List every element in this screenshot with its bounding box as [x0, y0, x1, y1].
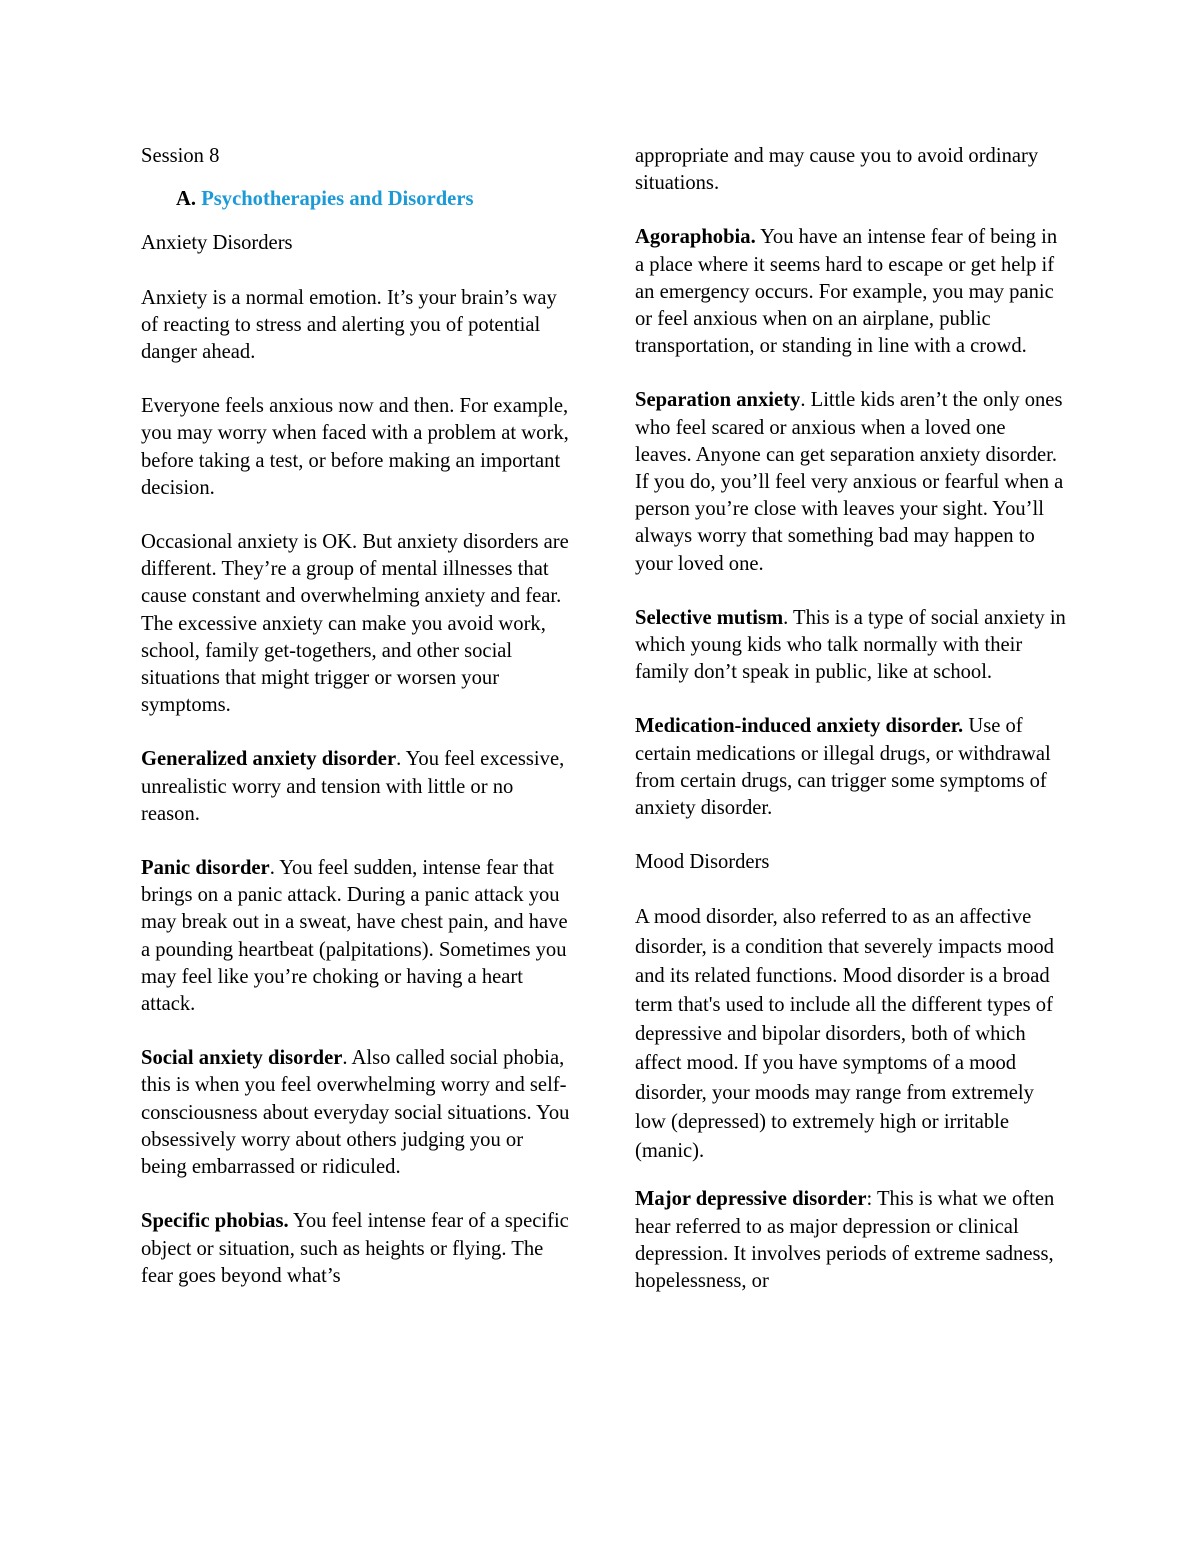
- term-agoraphobia: Agoraphobia.: [635, 226, 756, 249]
- term-phobias: Specific phobias.: [141, 1210, 289, 1233]
- mood-disorders-heading: Mood Disorders: [635, 851, 770, 874]
- section-title: Psychotherapies and Disorders: [201, 188, 474, 211]
- right-column: [635, 143, 1067, 1295]
- session-label: Session 8: [141, 145, 220, 167]
- section-letter: A.: [176, 188, 197, 211]
- paragraph-separation: [635, 387, 1067, 577]
- paragraph-mutism: [635, 605, 1067, 687]
- paragraph-gad: [141, 746, 573, 828]
- paragraph-mdd: [635, 1186, 1067, 1295]
- text-mutism: . This is a type of social anxiety in which young kids who talk normally with their family don’t speak in public, like at school.: [635, 606, 1066, 684]
- paragraph-panic: [141, 855, 573, 1018]
- term-panic: Panic disorder: [141, 857, 270, 880]
- text-social: . Also called social phobia, this is when you feel overwhelming worry and self-consciousness about everyday social situations. You obsessively worry about others judging you or being embarrassed or ridiculed.: [141, 1047, 570, 1179]
- term-mdd: Major depressive disorder: [635, 1188, 867, 1211]
- paragraph-agoraphobia: [635, 224, 1067, 360]
- text-phobias: You feel intense fear of a specific object or situation, such as heights or flying. The fear goes beyond what’s: [141, 1210, 569, 1287]
- text-mdd: : This is what we often hear referred to as major depression or clinical depression. It involves periods of extreme sadness, hopelessness, or: [635, 1188, 1055, 1292]
- paragraph-occasional: Occasional anxiety is OK. But anxiety disorders are different. They’re a group of mental illnesses that cause constant and overwhelming anxiety and fear. The excessive anxiety can make you avoid work, school, family get-togethers, and other social situations that might trigger or worsen your symptoms.: [141, 531, 569, 717]
- text-agoraphobia: You have an intense fear of being in a place where it seems hard to escape or get help if an emergency occurs. For example, you may panic or feel anxious when on an airplane, public transportation, or standing in line with a crowd.: [635, 226, 1058, 358]
- term-medication: Medication-induced anxiety disorder.: [635, 715, 964, 738]
- text-panic: . You feel sudden, intense fear that brings on a panic attack. During a panic attack you may break out in a sweat, have chest pain, and have a pounding heartbeat (palpitations). Sometimes you may feel like you’re choking or having a heart attack.: [141, 857, 568, 1016]
- paragraph-mood-intro: A mood disorder, also referred to as an affective disorder, is a condition that severely impacts mood and its related functions. Mood disorder is a broad term that's used to include all the different types of depressive and bipolar disorders, both of which affect mood. If you have symptoms of a mood disorder, your moods may range from extremely low (depressed) to extremely high or irritable (manic).: [635, 906, 1054, 1163]
- text-medication: Use of certain medications or illegal drugs, or withdrawal from certain drugs, can trigger some symptoms of anxiety disorder.: [635, 715, 1051, 820]
- anxiety-disorders-heading: Anxiety Disorders: [141, 232, 293, 255]
- paragraph-phobias: [141, 1208, 573, 1290]
- paragraph-intro: Anxiety is a normal emotion. It’s your brain’s way of reacting to stress and alerting you of potential danger ahead.: [141, 286, 557, 364]
- paragraph-social: [141, 1045, 573, 1181]
- paragraph-medication: [635, 713, 1067, 822]
- term-mutism: Selective mutism: [635, 606, 784, 629]
- text-separation: . Little kids aren’t the only ones who feel scared or anxious when a loved one leaves. Anyone can get separation anxiety disorder. If you do, you’ll feel very anxious or fearful when a person you’re close with leaves your sight. You’ll always worry that something bad may happen to your loved one.: [635, 389, 1064, 575]
- left-column: [141, 143, 573, 1290]
- paragraph-phobias-continued: appropriate and may cause you to avoid ordinary situations.: [635, 145, 1039, 195]
- paragraph-everyone: Everyone feels anxious now and then. For example, you may worry when faced with a problem at work, before taking a test, or before making an important decision.: [141, 395, 569, 499]
- text-gad: . You feel excessive, unrealistic worry and tension with little or no reason.: [141, 748, 565, 825]
- term-gad: Generalized anxiety disorder: [141, 748, 397, 771]
- term-separation: Separation anxiety: [635, 389, 801, 412]
- term-social: Social anxiety disorder: [141, 1047, 343, 1070]
- section-heading: [141, 186, 573, 213]
